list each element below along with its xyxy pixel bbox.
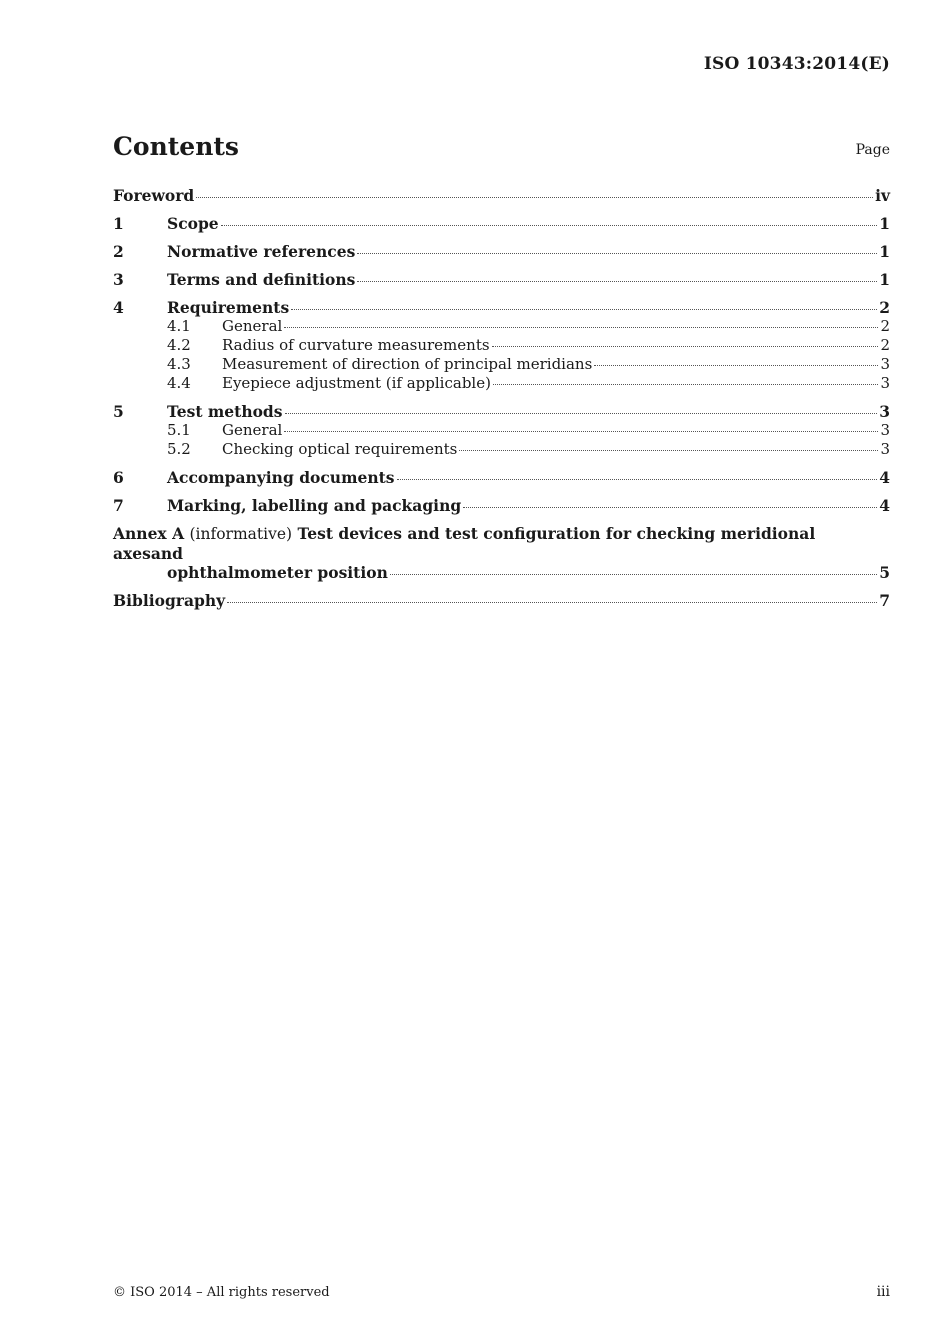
toc-entry-page: 3	[879, 402, 890, 421]
dot-leader	[357, 253, 877, 254]
dot-leader	[492, 346, 879, 347]
toc-entry-page: 2	[880, 317, 890, 335]
toc-entry-number: 3	[113, 270, 124, 289]
annex-prefix: Annex A	[113, 524, 185, 543]
toc-entry-title: Eyepiece adjustment (if applicable)	[222, 374, 491, 392]
toc-entry-page: 3	[880, 440, 890, 458]
toc-entry-bibliography[interactable]	[113, 591, 890, 610]
footer-page-number: iii	[876, 1284, 890, 1300]
toc-entry-title: Measurement of direction of principal meridians	[222, 355, 593, 373]
toc-entry-page: 3	[880, 355, 890, 373]
dot-leader	[285, 413, 878, 414]
toc-entry-title: Requirements	[167, 298, 290, 317]
toc-entry-number: 5	[113, 402, 124, 421]
annex-title-line2: ophthalmometer position	[167, 563, 388, 582]
toc-subentry-4-3[interactable]	[113, 355, 890, 374]
toc-subentry-4-4[interactable]	[113, 374, 890, 393]
toc-entry-title: Checking optical requirements	[222, 440, 458, 458]
toc-entry-title: General	[222, 421, 283, 439]
page-column-label: Page	[855, 142, 890, 158]
toc-entry-page: 2	[880, 336, 890, 354]
toc-entry-number: 7	[113, 496, 124, 515]
toc-entry-terms-and-definitions[interactable]	[113, 270, 890, 289]
toc-entry-page: 1	[879, 242, 890, 261]
toc-entry-page: iv	[875, 186, 890, 205]
toc-subentry-5-1[interactable]	[113, 421, 890, 440]
dot-leader	[227, 602, 877, 603]
toc-entry-title: Radius of curvature measurements	[222, 336, 490, 354]
toc-entry-page: 3	[880, 421, 890, 439]
toc-entry-title: General	[222, 317, 283, 335]
toc-entry-title: Foreword	[113, 186, 195, 205]
table-of-contents	[113, 186, 890, 610]
contents-title: Contents	[113, 132, 240, 161]
toc-entry-marking-labelling-packaging[interactable]	[113, 496, 890, 515]
toc-entry-page: 1	[879, 270, 890, 289]
toc-entry-number: 4.1	[167, 317, 191, 335]
toc-entry-test-methods[interactable]	[113, 402, 890, 421]
toc-entry-number: 5.1	[167, 421, 191, 439]
dot-leader	[357, 281, 877, 282]
toc-entry-number: 4	[113, 298, 124, 317]
toc-entry-title: Bibliography	[113, 591, 226, 610]
toc-entry-normative-references[interactable]	[113, 242, 890, 261]
toc-subentry-4-2[interactable]	[113, 336, 890, 355]
toc-subentry-4-1[interactable]	[113, 317, 890, 336]
toc-entry-number: 4.4	[167, 374, 191, 392]
toc-entry-title: Marking, labelling and packaging	[167, 496, 462, 515]
toc-entry-number: 4.2	[167, 336, 191, 354]
toc-entry-page: 3	[880, 374, 890, 392]
dot-leader	[284, 431, 878, 432]
dot-leader	[493, 384, 879, 385]
toc-entry-page: 4	[879, 468, 890, 487]
dot-leader	[594, 365, 878, 366]
dot-leader	[291, 309, 877, 310]
toc-entry-number: 4.3	[167, 355, 191, 373]
dot-leader	[397, 479, 878, 480]
dot-leader	[459, 450, 878, 451]
dot-leader	[284, 327, 878, 328]
toc-entry-title: Normative references	[167, 242, 356, 261]
toc-entry-page: 7	[879, 591, 890, 610]
dot-leader	[463, 507, 877, 508]
toc-entry-requirements[interactable]	[113, 298, 890, 317]
toc-entry-page: 1	[879, 214, 890, 233]
toc-entry-accompanying-documents[interactable]	[113, 468, 890, 487]
toc-entry-page: 4	[879, 496, 890, 515]
toc-entry-title: Terms and definitions	[167, 270, 356, 289]
toc-entry-page: 2	[879, 298, 890, 317]
annex-title-text: Test devices and test configuration for checking meridional axesand	[113, 524, 816, 563]
toc-entry-annex-a[interactable]	[113, 524, 890, 582]
toc-subentry-5-2[interactable]	[113, 440, 890, 459]
toc-entry-page: 5	[879, 563, 890, 582]
dot-leader	[221, 225, 878, 226]
toc-entry-title: Accompanying documents	[167, 468, 395, 487]
dot-leader	[196, 197, 873, 198]
toc-entry-title: Test methods	[167, 402, 283, 421]
toc-entry-title: Scope	[167, 214, 219, 233]
annex-title-line1	[113, 524, 890, 563]
toc-entry-foreword[interactable]	[113, 186, 890, 205]
toc-entry-scope[interactable]	[113, 214, 890, 233]
toc-entry-number: 2	[113, 242, 124, 261]
document-id: ISO 10343:2014(E)	[703, 54, 890, 74]
footer-copyright: © ISO 2014 – All rights reserved	[113, 1285, 330, 1300]
toc-entry-number: 6	[113, 468, 124, 487]
toc-entry-number: 1	[113, 214, 124, 233]
dot-leader	[390, 574, 877, 575]
toc-entry-number: 5.2	[167, 440, 191, 458]
annex-type: (informative)	[189, 525, 293, 543]
annex-title-line2-row	[113, 563, 890, 582]
